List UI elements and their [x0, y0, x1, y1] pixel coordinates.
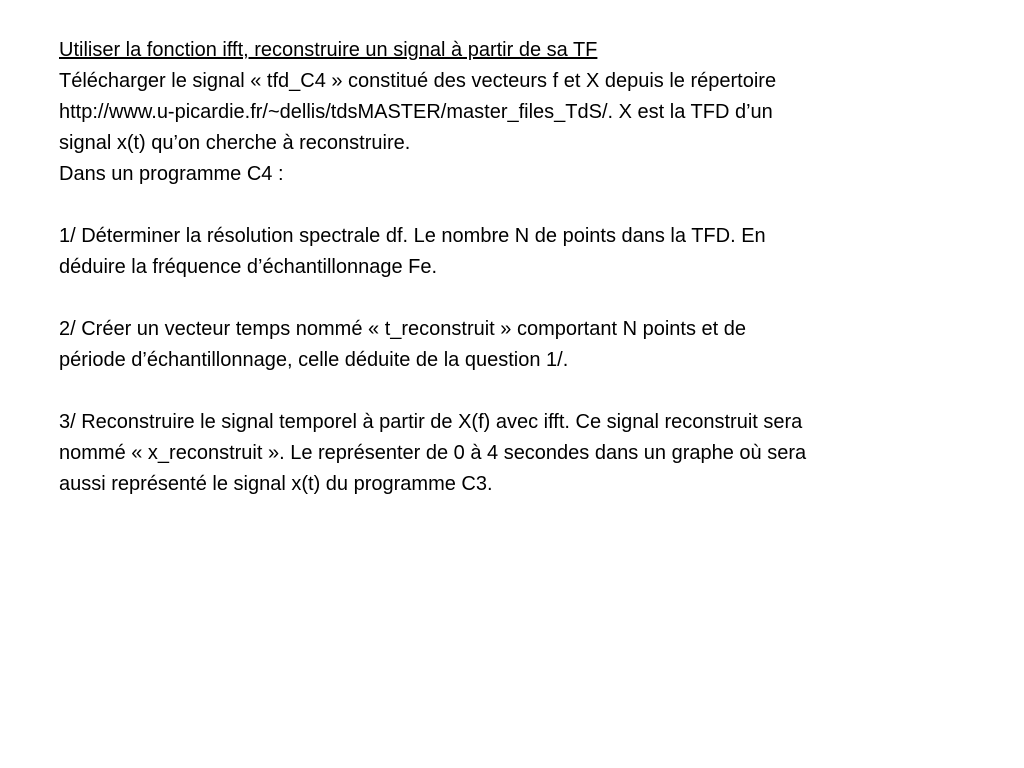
intro-line: Télécharger le signal « tfd_C4 » constitué des vecteurs f et X depuis le répertoire	[59, 70, 777, 92]
slide-content	[59, 35, 959, 500]
question-1-line: 1/ Déterminer la résolution spectrale df. Le nombre N de points dans la TFD. En	[59, 225, 766, 247]
intro-line: signal x(t) qu’on cherche à reconstruire.	[59, 132, 411, 154]
spacer	[59, 376, 959, 407]
spacer	[59, 190, 959, 221]
question-3-line: nommé « x_reconstruit ». Le représenter de 0 à 4 secondes dans un graphe où sera	[59, 442, 807, 464]
spacer	[59, 283, 959, 314]
intro-line: Dans un programme C4 :	[59, 163, 284, 185]
question-1	[59, 221, 959, 283]
question-1-line: déduire la fréquence d’échantillonnage Fe.	[59, 256, 438, 278]
question-2-line: 2/ Créer un vecteur temps nommé « t_reconstruit » comportant N points et de	[59, 318, 746, 340]
question-2	[59, 314, 959, 376]
question-3-line: 3/ Reconstruire le signal temporel à partir de X(f) avec ifft. Ce signal reconstruit sera	[59, 411, 803, 433]
question-3-line: aussi représenté le signal x(t) du programme C3.	[59, 473, 493, 495]
question-2-line: période d’échantillonnage, celle déduite de la question 1/.	[59, 349, 569, 371]
slide-title: Utiliser la fonction ifft, reconstruire un signal à partir de sa TF	[59, 39, 598, 61]
intro-line: http://www.u-picardie.fr/~dellis/tdsMASTER/master_files_TdS/. X est la TFD d’un	[59, 101, 773, 123]
question-3	[59, 407, 959, 500]
intro-paragraph	[59, 66, 959, 190]
